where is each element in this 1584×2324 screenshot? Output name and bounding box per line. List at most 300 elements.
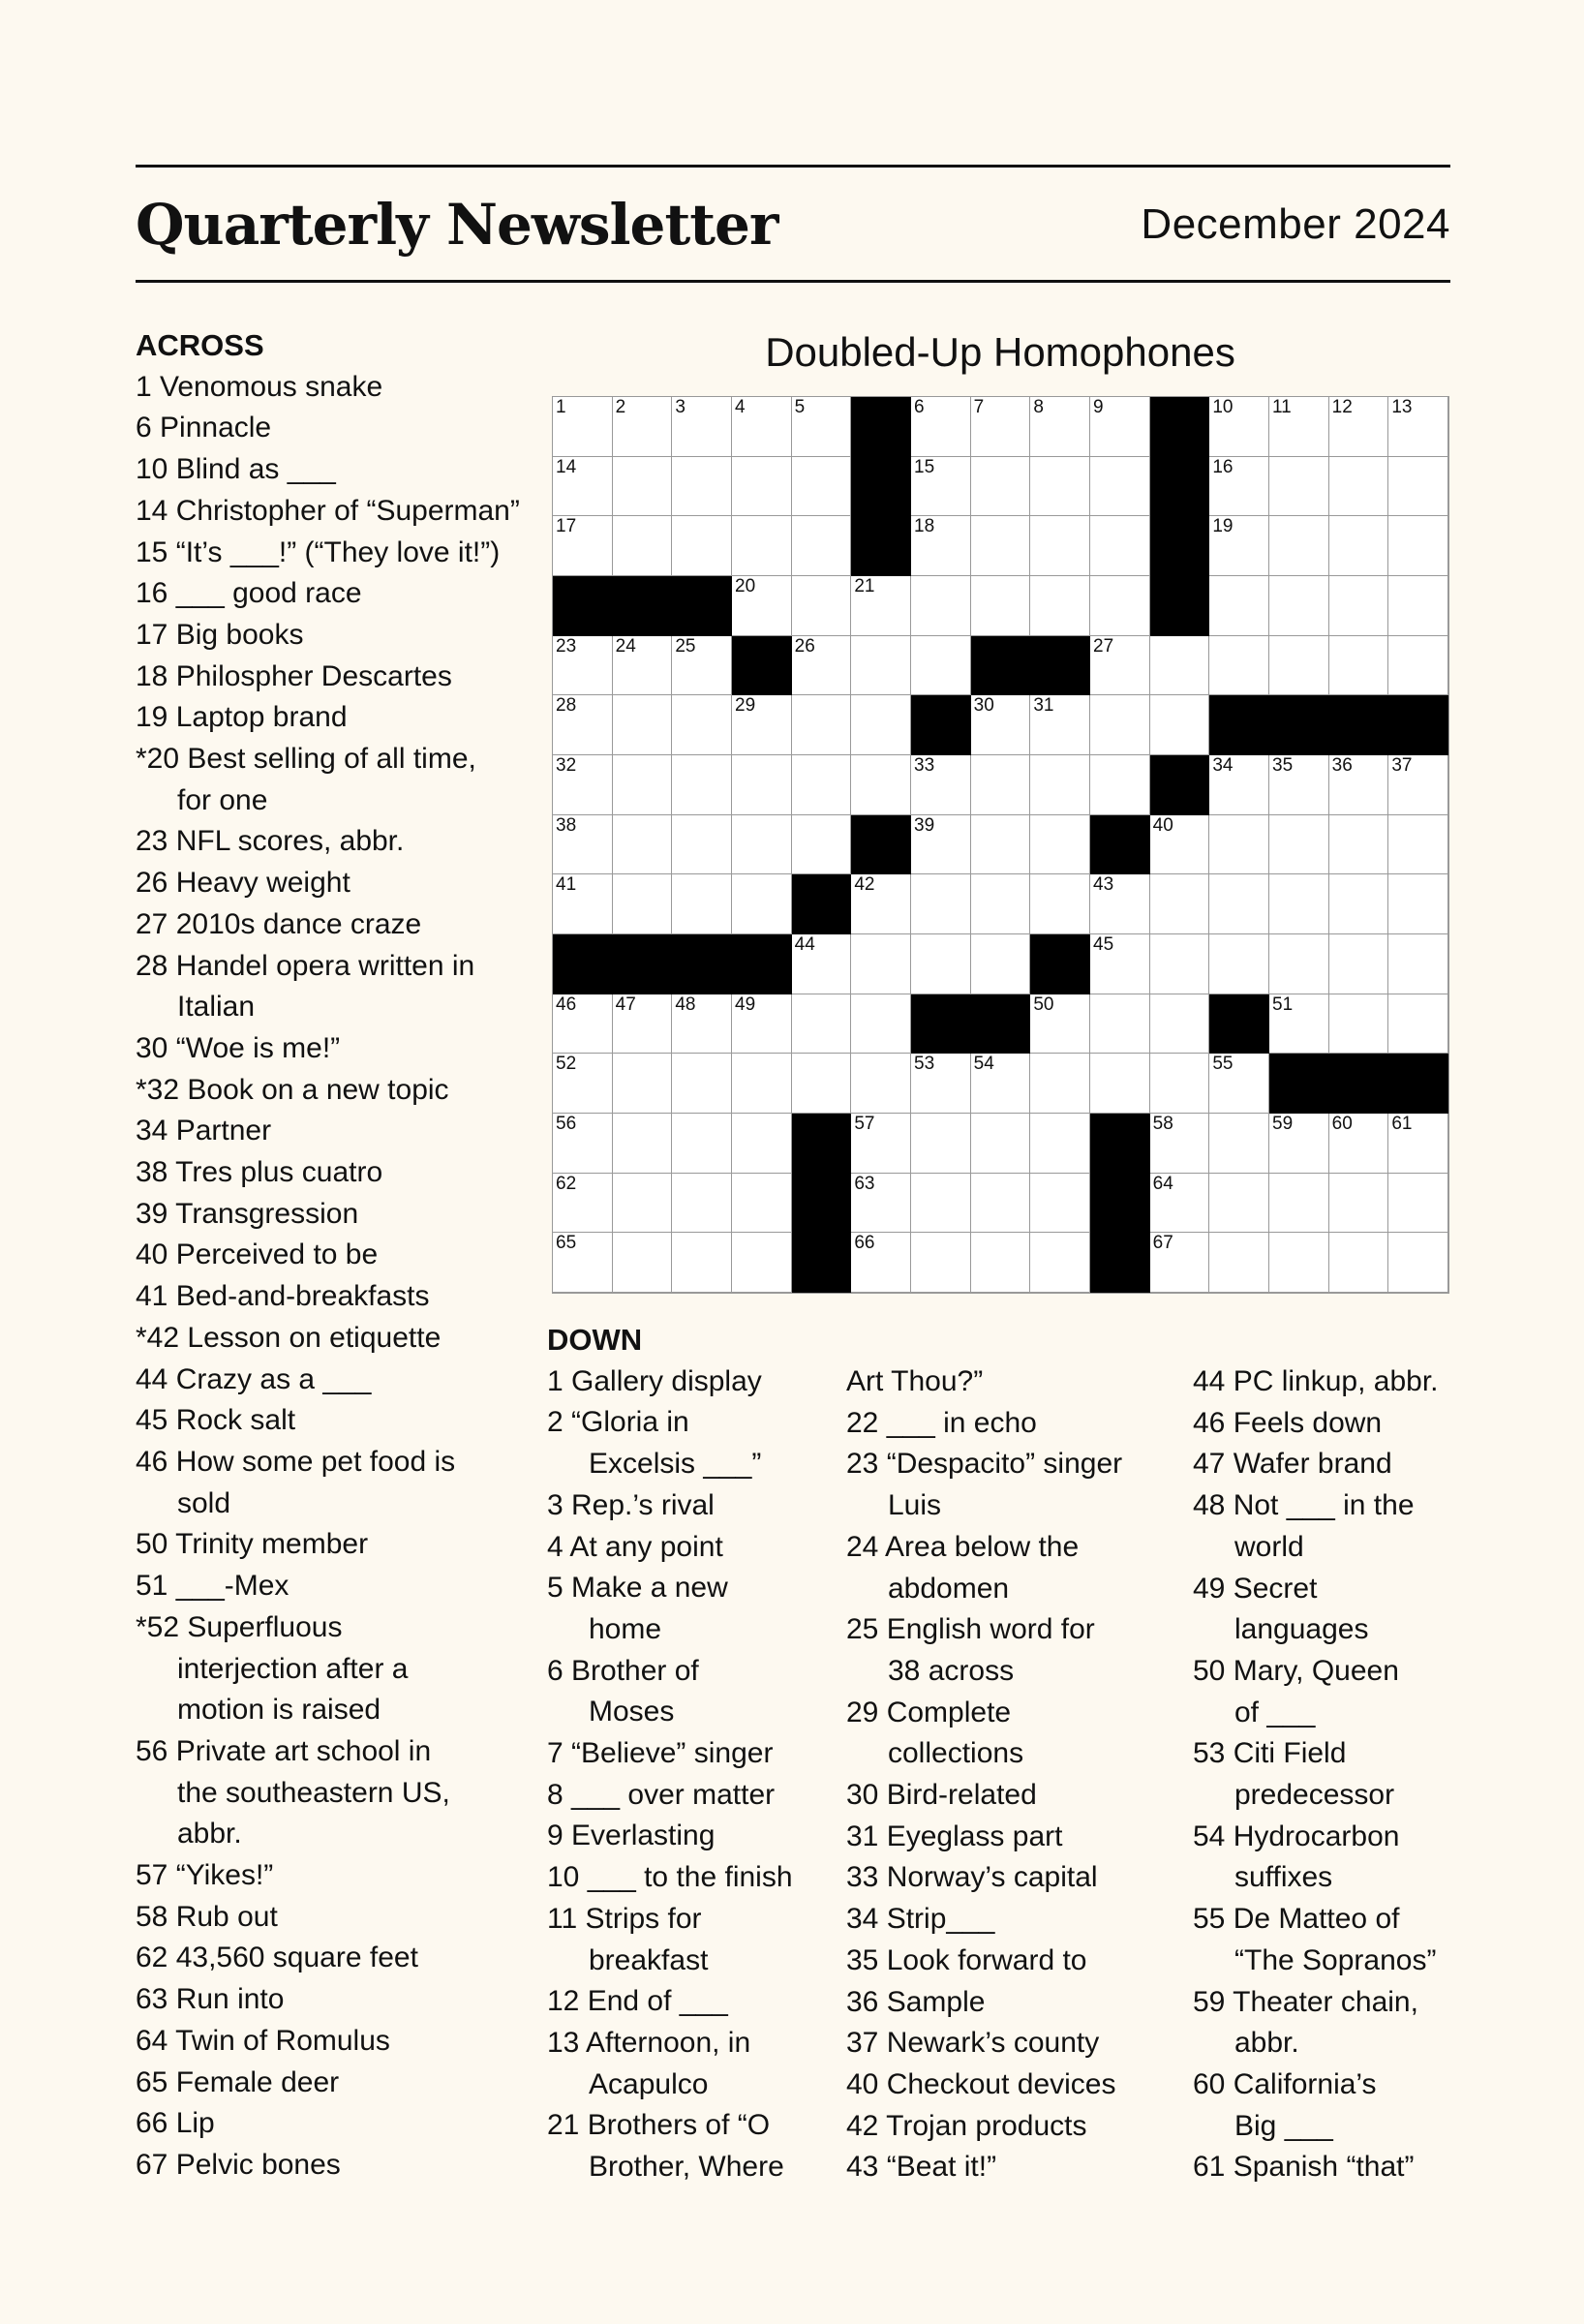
grid-block [613, 934, 673, 994]
cell-number: 48 [675, 994, 696, 1015]
masthead [136, 182, 1450, 267]
grid-cell[interactable] [672, 1114, 732, 1174]
grid-cell[interactable] [1090, 516, 1150, 576]
clue-item: 17 Big books [136, 618, 304, 651]
grid-cell[interactable] [911, 516, 971, 576]
clue-continuation: Brother, Where [589, 2151, 784, 2184]
grid-cell[interactable] [1090, 397, 1150, 457]
grid-cell[interactable] [1209, 1174, 1269, 1234]
grid-cell[interactable] [553, 1174, 613, 1234]
clue-item: 8 ___ over matter [547, 1778, 776, 1811]
grid-cell[interactable] [971, 695, 1031, 755]
cell-number: 55 [1212, 1054, 1234, 1075]
cell-number: 42 [854, 874, 875, 896]
grid-cell[interactable] [971, 1114, 1031, 1174]
grid-cell[interactable] [911, 576, 971, 636]
grid-cell[interactable] [1030, 874, 1090, 934]
grid-cell[interactable] [1209, 397, 1269, 457]
grid-cell[interactable] [792, 397, 852, 457]
cell-number: 50 [1033, 994, 1054, 1015]
grid-block [792, 1114, 852, 1174]
grid-cell[interactable] [1329, 934, 1389, 994]
grid-cell[interactable] [1269, 457, 1329, 517]
puzzle-title: Doubled-Up Homophones [765, 329, 1235, 375]
grid-cell[interactable] [613, 1233, 673, 1293]
grid-cell[interactable] [1209, 457, 1269, 517]
grid-cell[interactable] [792, 1054, 852, 1114]
grid-cell[interactable] [792, 695, 852, 755]
grid-cell[interactable] [1150, 815, 1210, 875]
grid-cell[interactable] [1090, 1054, 1150, 1114]
grid-cell[interactable] [851, 934, 911, 994]
grid-cell[interactable] [971, 815, 1031, 875]
grid-cell[interactable] [1388, 994, 1448, 1055]
grid-cell[interactable] [553, 1114, 613, 1174]
grid-cell[interactable] [792, 516, 852, 576]
grid-cell[interactable] [911, 815, 971, 875]
clue-item: 56 Private art school in [136, 1734, 432, 1767]
grid-cell[interactable] [672, 397, 732, 457]
grid-cell[interactable] [1388, 457, 1448, 517]
grid-cell[interactable] [1030, 1114, 1090, 1174]
clue-continuation: motion is raised [177, 1694, 381, 1727]
grid-cell[interactable] [1150, 934, 1210, 994]
grid-cell[interactable] [1209, 576, 1269, 636]
grid-block [1150, 457, 1210, 517]
clue-item: 15 “It’s ___!” (“They love it!”) [136, 535, 501, 568]
cell-number: 35 [1272, 755, 1294, 776]
grid-cell[interactable] [1269, 994, 1329, 1055]
grid-cell[interactable] [911, 636, 971, 696]
grid-cell[interactable] [851, 636, 911, 696]
grid-block [1030, 636, 1090, 696]
grid-cell[interactable] [1090, 874, 1150, 934]
grid-cell[interactable] [851, 1114, 911, 1174]
grid-cell[interactable] [792, 457, 852, 517]
cell-number: 44 [794, 934, 815, 955]
grid-cell[interactable] [553, 874, 613, 934]
grid-cell[interactable] [613, 397, 673, 457]
clue-item: 67 Pelvic bones [136, 2148, 341, 2181]
grid-cell[interactable] [1030, 516, 1090, 576]
grid-cell[interactable] [1388, 755, 1448, 815]
newsletter-date: December 2024 [1141, 200, 1450, 248]
grid-cell[interactable] [971, 1174, 1031, 1234]
grid-cell[interactable] [1209, 516, 1269, 576]
grid-cell[interactable] [1388, 636, 1448, 696]
grid-cell[interactable] [1329, 1174, 1389, 1234]
clue-item: 30 Bird-related [846, 1779, 1037, 1812]
clue-item: 30 “Woe is me!” [136, 1031, 341, 1064]
clue-continuation: Big ___ [1234, 2109, 1333, 2142]
cell-number: 43 [1093, 874, 1114, 896]
clue-item: 6 Brother of [547, 1654, 699, 1687]
clue-item: 53 Citi Field [1193, 1737, 1347, 1770]
grid-cell[interactable] [732, 755, 792, 815]
clue-item: 31 Eyeglass part [846, 1819, 1063, 1852]
grid-cell[interactable] [732, 874, 792, 934]
grid-cell[interactable] [553, 457, 613, 517]
grid-block [911, 695, 971, 755]
grid-cell[interactable] [672, 815, 732, 875]
grid-cell[interactable] [732, 695, 792, 755]
grid-cell[interactable] [1388, 874, 1448, 934]
grid-cell[interactable] [553, 1233, 613, 1293]
clue-item: 46 How some pet food is [136, 1445, 456, 1478]
grid-cell[interactable] [792, 994, 852, 1055]
grid-cell[interactable] [1269, 1233, 1329, 1293]
grid-cell[interactable] [1329, 755, 1389, 815]
clue-item: 39 Transgression [136, 1197, 359, 1230]
grid-cell[interactable] [553, 695, 613, 755]
cell-number: 11 [1272, 397, 1292, 417]
grid-cell[interactable] [1209, 1233, 1269, 1293]
grid-cell[interactable] [613, 815, 673, 875]
grid-cell[interactable] [613, 994, 673, 1055]
clue-item: 60 California’s [1193, 2067, 1377, 2100]
grid-cell[interactable] [1150, 1114, 1210, 1174]
clue-item: 46 Feels down [1193, 1406, 1383, 1439]
cell-number: 20 [735, 576, 756, 596]
grid-cell[interactable] [1209, 815, 1269, 875]
grid-cell[interactable] [613, 695, 673, 755]
clue-continuation: 38 across [888, 1654, 1015, 1687]
grid-cell[interactable] [732, 1114, 792, 1174]
grid-cell[interactable] [1150, 1233, 1210, 1293]
clue-continuation: Luis [888, 1489, 942, 1522]
cell-number: 13 [1391, 397, 1413, 417]
grid-block [851, 815, 911, 875]
grid-cell[interactable] [851, 1174, 911, 1234]
grid-cell[interactable] [1150, 1174, 1210, 1234]
clue-continuation: suffixes [1234, 1861, 1333, 1894]
cell-number: 56 [556, 1114, 577, 1134]
grid-cell[interactable] [1150, 874, 1210, 934]
grid-cell[interactable] [613, 1114, 673, 1174]
grid-cell[interactable] [1329, 1114, 1389, 1174]
grid-cell[interactable] [1329, 397, 1389, 457]
grid-cell[interactable] [1209, 934, 1269, 994]
grid-cell[interactable] [971, 1054, 1031, 1114]
grid-cell[interactable] [1329, 815, 1389, 875]
grid-cell[interactable] [1209, 1114, 1269, 1174]
grid-cell[interactable] [672, 755, 732, 815]
grid-cell[interactable] [1388, 815, 1448, 875]
grid-cell[interactable] [971, 874, 1031, 934]
grid-cell[interactable] [1269, 1174, 1329, 1234]
grid-cell[interactable] [553, 397, 613, 457]
cell-number: 51 [1272, 994, 1294, 1015]
grid-cell[interactable] [911, 934, 971, 994]
grid-cell[interactable] [971, 755, 1031, 815]
clue-item: 48 Not ___ in the [1193, 1489, 1415, 1522]
grid-cell[interactable] [1269, 755, 1329, 815]
grid-cell[interactable] [1329, 1233, 1389, 1293]
cell-number: 59 [1272, 1114, 1294, 1134]
grid-cell[interactable] [1329, 457, 1389, 517]
clue-item: 4 At any point [547, 1530, 723, 1563]
grid-cell[interactable] [553, 815, 613, 875]
grid-cell[interactable] [851, 1233, 911, 1293]
grid-cell[interactable] [1090, 934, 1150, 994]
grid-cell[interactable] [792, 755, 852, 815]
grid-cell[interactable] [1150, 636, 1210, 696]
grid-cell[interactable] [1209, 636, 1269, 696]
grid-cell[interactable] [1090, 755, 1150, 815]
cell-number: 37 [1391, 755, 1413, 776]
cell-number: 9 [1093, 397, 1104, 417]
cell-number: 26 [794, 635, 815, 657]
clue-item: 38 Tres plus cuatro [136, 1156, 383, 1189]
grid-cell[interactable] [672, 636, 732, 696]
clue-item: 23 “Despacito” singer [846, 1448, 1123, 1481]
down-clue-list-3 [1193, 1361, 1464, 2188]
grid-block [1329, 695, 1389, 755]
grid-cell[interactable] [672, 994, 732, 1055]
grid-cell[interactable] [553, 636, 613, 696]
clue-item: 61 Spanish “that” [1193, 2151, 1415, 2184]
grid-block [851, 516, 911, 576]
grid-cell[interactable] [851, 576, 911, 636]
grid-cell[interactable] [613, 636, 673, 696]
clue-item: 27 2010s dance craze [136, 907, 422, 940]
grid-cell[interactable] [911, 755, 971, 815]
clue-continuation: Moses [589, 1696, 675, 1728]
cell-number: 1 [556, 397, 566, 417]
crossword-grid [552, 396, 1449, 1294]
grid-cell[interactable] [851, 695, 911, 755]
grid-cell[interactable] [613, 874, 673, 934]
down-clue-list-2 [846, 1361, 1185, 2188]
clue-item: *52 Superfluous [136, 1610, 343, 1643]
grid-cell[interactable] [1269, 815, 1329, 875]
grid-cell[interactable] [672, 1233, 732, 1293]
grid-cell[interactable] [851, 994, 911, 1055]
cell-number: 14 [556, 456, 577, 477]
grid-cell[interactable] [792, 576, 852, 636]
grid-cell[interactable] [792, 636, 852, 696]
clue-item: 18 Philospher Descartes [136, 659, 452, 692]
cell-number: 8 [1033, 397, 1044, 417]
grid-cell[interactable] [1030, 1174, 1090, 1234]
grid-cell[interactable] [672, 516, 732, 576]
grid-cell[interactable] [1090, 695, 1150, 755]
grid-block [1030, 934, 1090, 994]
grid-cell[interactable] [971, 934, 1031, 994]
grid-cell[interactable] [792, 934, 852, 994]
clue-item: 54 Hydrocarbon [1193, 1819, 1400, 1852]
grid-cell[interactable] [672, 874, 732, 934]
newsletter-name: Quarterly Newsletter [136, 192, 778, 258]
clue-item: 50 Mary, Queen [1193, 1654, 1399, 1687]
grid-cell[interactable] [911, 1174, 971, 1234]
across-clues [136, 325, 552, 2186]
clue-continuation: of ___ [1234, 1696, 1316, 1728]
grid-cell[interactable] [971, 397, 1031, 457]
grid-cell[interactable] [672, 457, 732, 517]
clue-item: 42 Trojan products [846, 2109, 1087, 2142]
grid-cell[interactable] [732, 1233, 792, 1293]
grid-cell[interactable] [1030, 815, 1090, 875]
clue-item: 36 Sample [846, 1985, 986, 2018]
grid-block [1269, 695, 1329, 755]
grid-cell[interactable] [732, 516, 792, 576]
grid-cell[interactable] [1150, 695, 1210, 755]
grid-cell[interactable] [911, 457, 971, 517]
grid-cell[interactable] [553, 516, 613, 576]
clue-item: 11 Strips for [547, 1902, 702, 1935]
clue-item: 40 Perceived to be [136, 1238, 379, 1271]
grid-block [1209, 994, 1269, 1055]
grid-cell[interactable] [1329, 874, 1389, 934]
clue-continuation: collections [888, 1737, 1024, 1770]
grid-cell[interactable] [553, 1054, 613, 1114]
clue-item: 25 English word for [846, 1613, 1095, 1646]
clue-item: 66 Lip [136, 2107, 215, 2140]
cell-number: 6 [914, 397, 925, 417]
grid-cell[interactable] [1030, 994, 1090, 1055]
grid-cell[interactable] [851, 874, 911, 934]
grid-cell[interactable] [1269, 576, 1329, 636]
grid-block [851, 457, 911, 517]
grid-cell[interactable] [1090, 994, 1150, 1055]
grid-block [553, 576, 613, 636]
grid-cell[interactable] [1269, 934, 1329, 994]
clue-item: 22 ___ in echo [846, 1406, 1037, 1439]
grid-cell[interactable] [732, 994, 792, 1055]
grid-cell[interactable] [971, 516, 1031, 576]
clue-item: 19 Laptop brand [136, 701, 348, 734]
clue-item: 1 Gallery display [547, 1364, 762, 1397]
cell-number: 52 [556, 1054, 577, 1075]
grid-cell[interactable] [1388, 1174, 1448, 1234]
grid-cell[interactable] [1090, 457, 1150, 517]
cell-number: 21 [854, 576, 875, 596]
grid-cell[interactable] [613, 1174, 673, 1234]
grid-cell[interactable] [672, 695, 732, 755]
grid-cell[interactable] [1030, 457, 1090, 517]
grid-cell[interactable] [1030, 755, 1090, 815]
grid-cell[interactable] [1030, 1054, 1090, 1114]
cell-number: 62 [556, 1173, 577, 1194]
clue-continuation: the southeastern US, [177, 1776, 450, 1809]
grid-cell[interactable] [1388, 397, 1448, 457]
grid-block [1090, 1233, 1150, 1293]
clue-item: 12 End of ___ [547, 1985, 728, 2018]
clue-item: 59 Theater chain, [1193, 1985, 1418, 2018]
grid-cell[interactable] [1030, 695, 1090, 755]
cell-number: 63 [854, 1173, 875, 1194]
clue-continuation: sold [177, 1486, 231, 1519]
grid-cell[interactable] [1388, 1233, 1448, 1293]
grid-cell[interactable] [613, 755, 673, 815]
cell-number: 17 [556, 516, 577, 537]
grid-cell[interactable] [1209, 874, 1269, 934]
grid-cell[interactable] [1269, 1114, 1329, 1174]
grid-cell[interactable] [613, 1054, 673, 1114]
grid-block [1090, 1114, 1150, 1174]
grid-cell[interactable] [851, 755, 911, 815]
clue-item: *42 Lesson on etiquette [136, 1321, 442, 1354]
grid-cell[interactable] [1090, 576, 1150, 636]
grid-block [911, 994, 971, 1055]
grid-cell[interactable] [911, 397, 971, 457]
grid-cell[interactable] [1030, 1233, 1090, 1293]
grid-cell[interactable] [1388, 516, 1448, 576]
grid-cell[interactable] [1209, 1054, 1269, 1114]
grid-block [851, 397, 911, 457]
grid-cell[interactable] [732, 815, 792, 875]
grid-cell[interactable] [1269, 397, 1329, 457]
clue-item: 35 Look forward to [846, 1943, 1087, 1976]
grid-cell[interactable] [1329, 636, 1389, 696]
grid-cell[interactable] [1388, 576, 1448, 636]
masthead-bottom-rule [136, 280, 1450, 283]
grid-cell[interactable] [1150, 994, 1210, 1055]
grid-cell[interactable] [1030, 576, 1090, 636]
clue-item: 16 ___ good race [136, 577, 362, 610]
grid-cell[interactable] [851, 1054, 911, 1114]
grid-cell[interactable] [732, 457, 792, 517]
grid-cell[interactable] [1329, 576, 1389, 636]
across-heading: ACROSS [136, 328, 264, 362]
cell-number: 27 [1093, 635, 1114, 657]
grid-cell[interactable] [553, 994, 613, 1055]
grid-cell[interactable] [911, 1054, 971, 1114]
grid-cell[interactable] [553, 755, 613, 815]
grid-cell[interactable] [672, 1054, 732, 1114]
grid-cell[interactable] [971, 576, 1031, 636]
down-clues-column-2 [846, 1361, 1185, 2188]
grid-cell[interactable] [672, 1174, 732, 1234]
grid-block [971, 994, 1031, 1055]
grid-cell[interactable] [1269, 874, 1329, 934]
grid-cell[interactable] [911, 1233, 971, 1293]
grid-cell[interactable] [1030, 397, 1090, 457]
grid-cell[interactable] [1329, 994, 1389, 1055]
cell-number: 23 [556, 635, 577, 657]
grid-cell[interactable] [971, 1233, 1031, 1293]
grid-cell[interactable] [732, 1174, 792, 1234]
cell-number: 2 [615, 397, 626, 417]
grid-cell[interactable] [911, 1114, 971, 1174]
grid-cell[interactable] [1388, 934, 1448, 994]
clue-item: 37 Newark’s county [846, 2027, 1100, 2060]
grid-cell[interactable] [792, 815, 852, 875]
grid-cell[interactable] [1150, 1054, 1210, 1114]
grid-cell[interactable] [1090, 636, 1150, 696]
clue-item: 7 “Believe” singer [547, 1737, 774, 1770]
grid-cell[interactable] [911, 874, 971, 934]
clue-item: 34 Strip___ [846, 1903, 995, 1936]
grid-cell[interactable] [1329, 516, 1389, 576]
grid-cell[interactable] [732, 1054, 792, 1114]
grid-cell[interactable] [613, 457, 673, 517]
grid-cell[interactable] [732, 397, 792, 457]
grid-cell[interactable] [971, 457, 1031, 517]
clue-continuation: abbr. [177, 1818, 242, 1850]
clue-item: 9 Everlasting [547, 1819, 716, 1852]
grid-cell[interactable] [1269, 636, 1329, 696]
clue-item: 49 Secret [1193, 1572, 1318, 1605]
grid-cell[interactable] [1388, 1114, 1448, 1174]
grid-cell[interactable] [732, 576, 792, 636]
grid-cell[interactable] [1209, 755, 1269, 815]
grid-cell[interactable] [613, 516, 673, 576]
grid-cell[interactable] [1269, 516, 1329, 576]
grid-block [1090, 1174, 1150, 1234]
grid-block [1090, 815, 1150, 875]
